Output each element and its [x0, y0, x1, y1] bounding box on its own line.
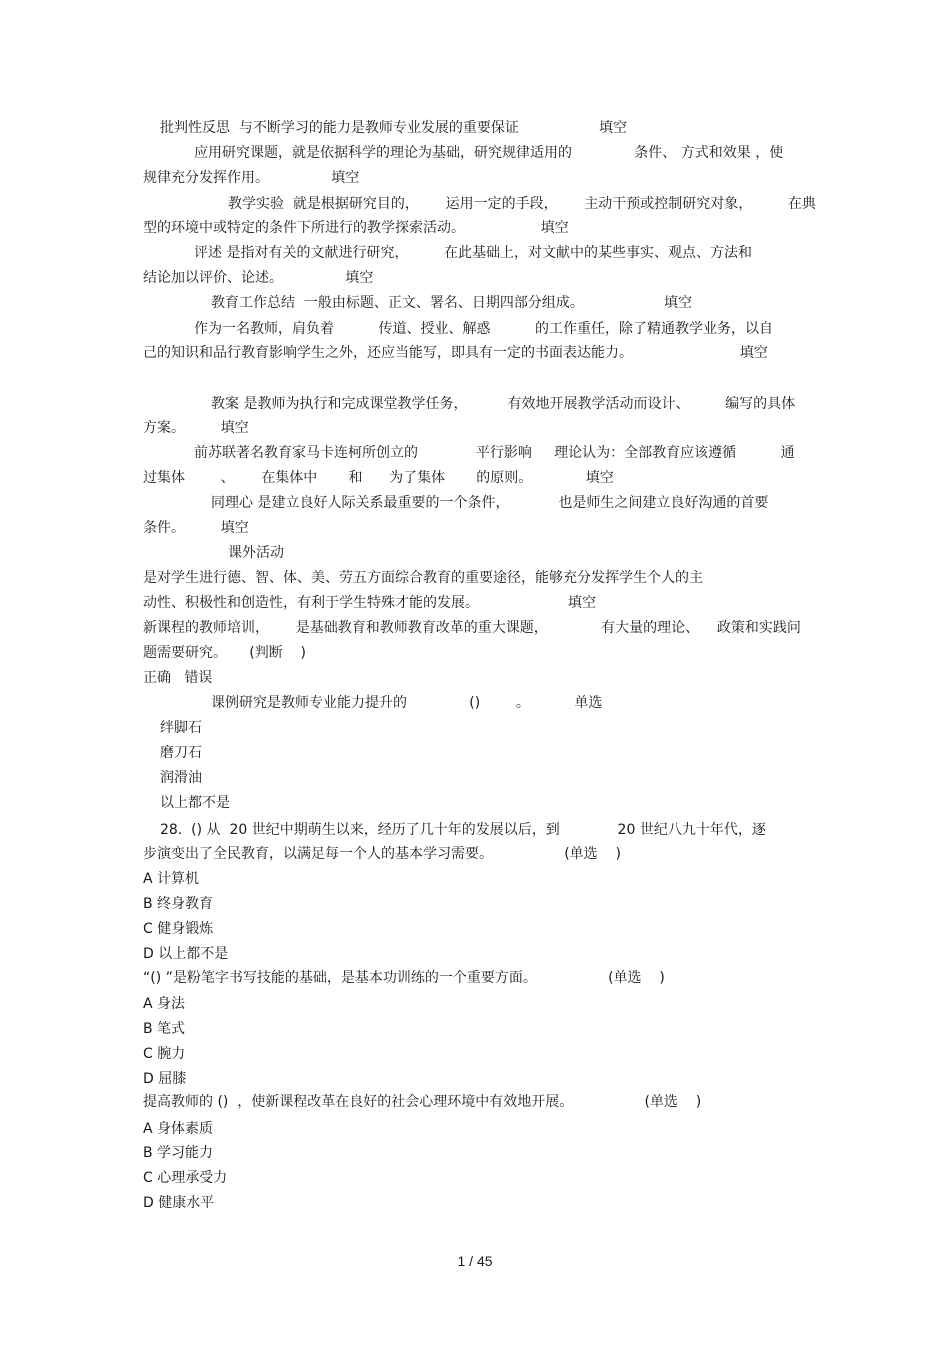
text-line: 正确 错误 — [143, 670, 213, 686]
text-line: 方案。 填空 — [143, 420, 249, 436]
text-line: 教育工作总结 一般由标题、正文、署名、日期四部分组成。 填空 — [211, 295, 693, 311]
text-line: 课外活动 — [228, 545, 284, 561]
text-line: 题需要研究。 (判断 ) — [143, 645, 306, 661]
page-number: 1 / 45 — [457, 1253, 493, 1269]
text-line: 动性、积极性和创造性，有利于学生特殊才能的发展。 填空 — [143, 595, 597, 611]
text-line: 结论加以评价、论述。 填空 — [143, 270, 374, 286]
text-line: 教学实验 就是根据研究目的， 运用一定的手段， 主动干预或控制研究对象， 在典 — [228, 196, 816, 212]
text-line: 以上都不是 — [160, 795, 230, 811]
text-line: A 计算机 — [143, 871, 200, 887]
text-line: 新课程的教师培训， 是基础教育和教师教育改革的重大课题， 有大量的理论、 政策和实践问 — [143, 620, 801, 636]
text-line: 规律充分发挥作用。 填空 — [143, 170, 360, 186]
text-line: 同理心 是建立良好人际关系最重要的一个条件， 也是师生之间建立良好沟通的首要 — [211, 495, 769, 511]
text-line: 课例研究是教师专业能力提升的 () 。 单选 — [211, 695, 603, 711]
text-line: 28. () 从 20 世纪中期萌生以来，经历了几十年的发展以后，到 20 世纪八九十年代，逐 — [160, 822, 766, 838]
text-line: 评述 是指对有关的文献进行研究， 在此基础上，对文献中的某些事实、观点、方法和 — [194, 245, 753, 261]
text-line: 教案 是教师为执行和完成课堂教学任务， 有效地开展教学活动而设计、 编写的具体 — [211, 396, 796, 412]
text-line: 是对学生进行德、智、体、美、劳五方面综合教育的重要途径，能够充分发挥学生个人的主 — [143, 570, 703, 586]
text-line: 步演变出了全民教育，以满足每一个人的基本学习需要。 (单选 ) — [143, 846, 621, 862]
text-line: “() ”是粉笔字书写技能的基础，是基本功训练的一个重要方面。 (单选 ) — [143, 970, 665, 986]
text-line: D 以上都不是 — [143, 946, 229, 962]
text-line: 批判性反思 与不断学习的能力是教师专业发展的重要保证 填空 — [160, 120, 628, 136]
text-line: 前苏联著名教育家马卡连柯所创立的 平行影响 理论认为：全部教育应该遵循 通 — [194, 445, 795, 461]
text-line: D 屈膝 — [143, 1071, 187, 1087]
text-line: 过集体 、 在集体中 和 为了集体 的原则。 填空 — [143, 470, 614, 486]
text-line: 润滑油 — [160, 770, 202, 786]
text-line: A 身法 — [143, 996, 186, 1012]
text-line: B 终身教育 — [143, 896, 214, 912]
text-line: D 健康水平 — [143, 1195, 215, 1211]
text-line: B 笔式 — [143, 1021, 186, 1037]
text-line: 作为一名教师，肩负着 传道、授业、解惑 的工作重任，除了精通教学业务，以自 — [194, 321, 774, 337]
text-line: C 腕力 — [143, 1046, 186, 1062]
text-line: 条件。 填空 — [143, 520, 249, 536]
text-line: C 健身锻炼 — [143, 921, 214, 937]
text-line: 磨刀石 — [160, 745, 202, 761]
text-line: A 身体素质 — [143, 1121, 214, 1137]
text-line: 己的知识和品行教育影响学生之外，还应当能写，即具有一定的书面表达能力。 填空 — [143, 345, 768, 361]
text-line: 绊脚石 — [160, 720, 202, 736]
text-line: C 心理承受力 — [143, 1170, 228, 1186]
text-line: B 学习能力 — [143, 1145, 214, 1161]
text-line: 提高教师的 () ，使新课程改革在良好的社会心理环境中有效地开展。 (单选 ) — [143, 1094, 702, 1110]
text-line: 应用研究课题，就是依据科学的理论为基础，研究规律适用的 条件、 方式和效果 ，使 — [194, 145, 784, 161]
text-line: 型的环境中或特定的条件下所进行的教学探索活动。 填空 — [143, 220, 569, 236]
